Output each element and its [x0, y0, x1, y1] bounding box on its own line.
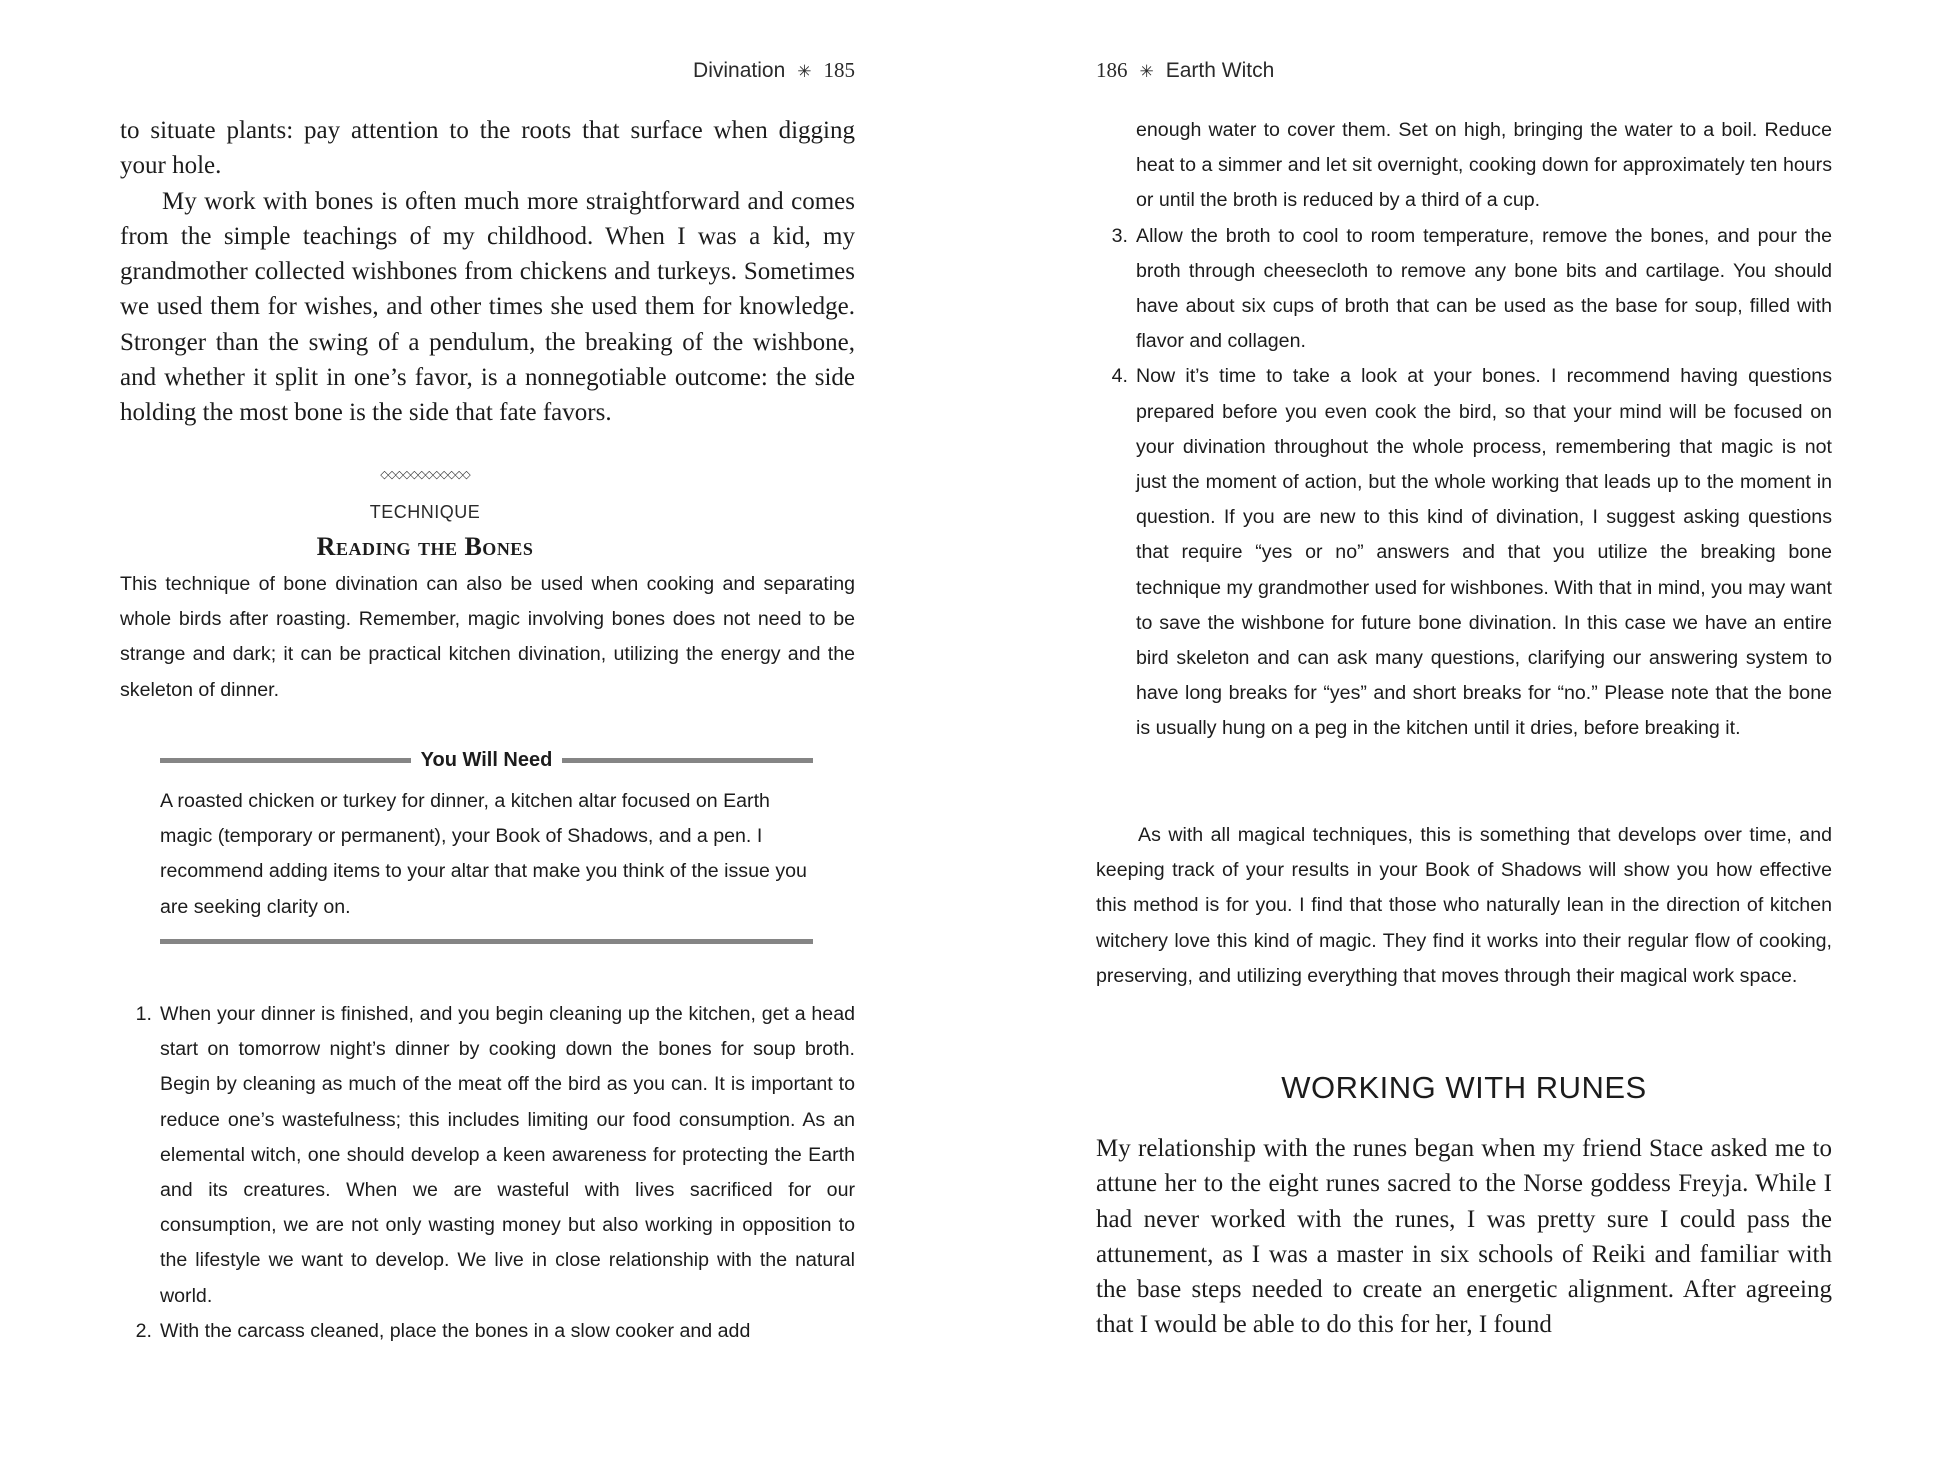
step-text: With the carcass cleaned, place the bones in a slow cooker and add — [160, 1319, 751, 1342]
left-page — [120, 0, 855, 1460]
list-item — [1096, 219, 1832, 360]
opening-text — [120, 113, 855, 431]
rule — [160, 939, 813, 944]
right-page — [1096, 0, 1832, 1460]
you-will-need-box — [160, 748, 813, 944]
closing-paragraph: As with all magical techniques, this is something that develops over time, and keeping track of your results in your Book of Shadows will show you how effective this method is for you. I find that those who naturally lean in the direction of kitchen witchery love this kind of magic. They find it works into their regular flow of cooking, preserving, and utilizing everything that moves through their magical work space. — [1096, 824, 1832, 987]
step-text: Now it’s time to take a look at your bones. I recommend having questions prepared before you even cook the bird, so that your mind will be focused on your divination throughout the whole process, remembering that magic is not just the moment of action, but the whole working that leads up to the moment in question. If you are new to this kind of divination, I suggest asking questions that require “yes or no” answers and that you utilize the breaking bone technique my grandmother used for wishbones. With that in mind, you may want to save the wishbone for future bone divination. In this case we have an entire bird skeleton and can ask many questions, clarifying our answering system to have long breaks for “yes” and short breaks for “no.” Please note that the bone is usually hung on a peg in the kitchen until it dries, before breaking it. — [1136, 365, 1832, 740]
asterisk-icon: ✳ — [1139, 62, 1154, 81]
runes-block — [1096, 1131, 1832, 1343]
section-heading: WORKING WITH RUNES — [1281, 1070, 1647, 1105]
list-item — [120, 1314, 855, 1349]
technique-title: Reading the Bones — [316, 532, 534, 561]
step-text: Allow the broth to cool to room temperature, remove the bones, and pour the broth through cheesecloth to remove any bone bits and cartilage. You should have about six cups of broth that can be used as the base for soup, filled with flavor and collagen. — [1136, 224, 1832, 353]
technique-intro-block — [120, 567, 855, 708]
paragraph: to situate plants: pay attention to the roots that surface when digging your hole. — [120, 117, 855, 180]
step-number: 1. — [135, 1003, 152, 1025]
asterisk-icon: ✳ — [797, 62, 812, 81]
you-will-need-title: You Will Need — [420, 748, 553, 771]
step-number: 2. — [135, 1319, 152, 1342]
list-item — [120, 997, 855, 1314]
ornament-divider: ◇◇◇◇◇◇◇◇◇◇◇◇ — [380, 468, 470, 481]
step-number: 4. — [1111, 365, 1128, 388]
steps-right — [1096, 113, 1832, 747]
running-head-right — [1096, 58, 1274, 83]
you-will-need-text: A roasted chicken or turkey for dinner, a kitchen altar focused on Earth magic (temporary or permanent), your Book of Shadows, and a pen. I recommend adding items to your altar that make you think of the issue you are seeking clarity on. — [160, 790, 807, 918]
running-head-section: Divination — [693, 59, 786, 82]
rule — [562, 758, 813, 763]
you-will-need-header — [160, 748, 813, 772]
page-number: 185 — [823, 58, 855, 82]
closing-block — [1096, 818, 1832, 994]
technique-intro: This technique of bone divination can also be used when cooking and separating whole birds after roasting. Remember, magic involving bones does not need to be strange and dark; it can be practical kitchen divination, utilizing the energy and the skeleton of dinner. — [120, 573, 855, 701]
rule — [160, 758, 411, 763]
paragraph: My relationship with the runes began when my friend Stace asked me to attune her to the eight runes sacred to the Norse goddess Freyja. While I had never worked with the runes, I was pretty sure I could pass the attunement, as I was a master in six schools of Reiki and familiar with the base steps needed to create an energetic alignment. After agreeing that I would be able to do this for her, I found — [1096, 1135, 1832, 1339]
step-number: 3. — [1111, 224, 1128, 247]
technique-label: TECHNIQUE — [369, 502, 481, 522]
list-item — [1096, 359, 1832, 746]
running-head-section: Earth Witch — [1165, 59, 1275, 82]
step-text: When your dinner is finished, and you begin cleaning up the kitchen, get a head start on tomorrow night’s dinner by cooking down the bones for soup broth. Begin by cleaning as much of the meat off the bird as you can. It is important to reduce one’s wastefulness; this includes limiting our food consumption. As an elemental witch, one should develop a keen awareness for protecting the Earth and its creatures. When we are wasteful with lives sacrificed for our consumption, we are not only wasting money but also working in opposition to the lifestyle we want to develop. We live in close relationship with the natural world. — [160, 1003, 855, 1307]
paragraph: My work with bones is often much more straightforward and comes from the simple teachings of my childhood. When I was a kid, my grandmother collected wishbones from chickens and turkeys. Sometimes we used them for wishes, and other times she used them for knowledge. Stronger than the swing of a pendulum, the breaking of the wishbone, and whether it split in one’s favor, is a nonnegotiable outcome: the side holding the most bone is the side that fate favors. — [120, 187, 855, 427]
page-number: 186 — [1096, 58, 1128, 82]
step-continued: enough water to cover them. Set on high, bringing the water to a boil. Reduce heat to a simmer and let sit overnight, cooking down for approximately ten hours or until the broth is reduced by a third of a cup. — [1136, 119, 1832, 212]
running-head-left — [693, 58, 855, 83]
steps-left — [120, 997, 855, 1349]
